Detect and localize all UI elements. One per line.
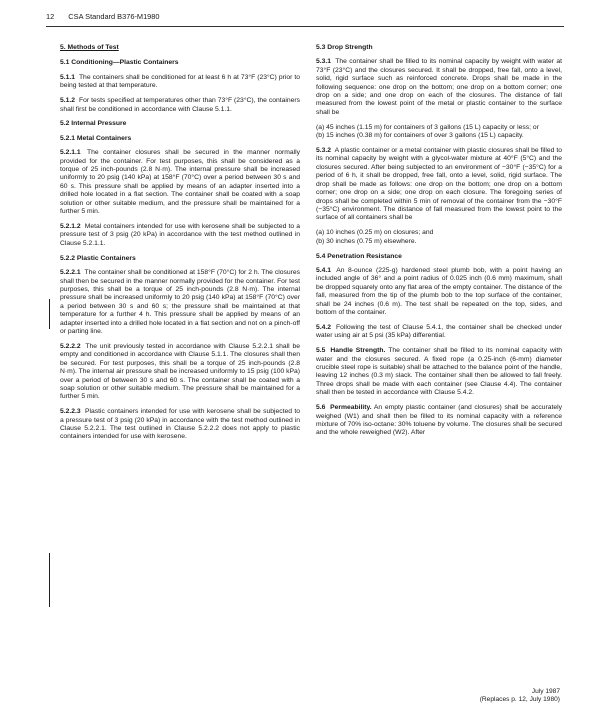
clause-text: The container closures shall be secured in the manner normally provided for the container. For test purposes, this shall be considered as a torque of 25 inch-pounds (2.8 N·m). The internal pressure shall be increased uniformly to 20 psig (140 kPa) at 158°F (70°C) over a period between 30 s and 60 s. This pressure shall be applied by means of an adapter inserted into a drilled hole located in a flat section. The container shall be coated with a soap solution or other suitable medium, and the pressure shall be maintained for a further 5 min. — [60, 149, 300, 216]
clause-paragraph — [60, 74, 300, 91]
revision-bar — [49, 299, 50, 329]
clause-paragraph — [316, 347, 562, 397]
clause-text: The container shall be filled to its nominal capacity with water and the closures secured. A fixed rope (a 0.25-inch (6-mm) diameter crucible steel rope is suitable) shall be attached to the balance point of the handle, leaving 12 inches (0.3 m) slack. The container shall then be allowed to fall freely. Three drops shall be made with each container (see Clause 4.4). The container shall then be tested in accordance with Clause 5.4.2. — [316, 347, 562, 397]
clause-title: Handle Strength. — [330, 347, 386, 355]
clause-number: 5.2.1.1 — [60, 149, 81, 157]
clause-paragraph — [316, 324, 562, 341]
clause-paragraph — [60, 149, 300, 216]
clause-number: 5.4.2 — [316, 323, 332, 331]
clause-text: The container shall be conditioned at 158°F (70°C) for 2 h. The closures shall then be secured in the manner normally provided for the container. For test purposes, this shall be a torque of 25 inch-pounds (2.8 N·m). The internal pressure shall be increased uniformly to 20 psig (140 kPa) at 158°F (70°C) over a period between 30 s and 60 s; the pressure shall be maintained at that temperature for a further 4 h. This pressure shall be applied by means of an adapter inserted into a drilled hole located in a flat section and not on a pinch-off or parting line. — [60, 269, 300, 335]
list-item: (a) 10 inches (0.25 m) on closures; and — [316, 229, 434, 237]
section-heading: 5. Methods of Test — [60, 44, 119, 51]
clause-text: Following the test of Clause 5.4.1, the container shall be checked under water using air at 5 psi (35 kPa) differential. — [316, 323, 562, 340]
clause-text: The container shall be filled to its nominal capacity by weight with water at 73°F (23°C) and the closures secured. It shall be dropped, free fall, onto a level, solid, rigid surface such as reinforced concrete. Drops shall be made in the following sequence: one drop on the bottom; one drop on a bottom corner; one drop on a side; and one drop on each of the closures. The distance of fall measured from the lowest point of the metal or plastic container to the surface shall be — [316, 58, 562, 116]
clause-paragraph — [60, 408, 300, 442]
list-item: (a) 45 inches (1.15 m) for containers of 3 gallons (15 L) capacity or less; or — [316, 123, 539, 131]
page-header — [46, 12, 160, 22]
left-column — [60, 44, 300, 448]
clause-text: The containers shall be conditioned for at least 6 h at 73°F (23°C) prior to being tested at that temperature. — [60, 73, 301, 90]
section-heading: 5.4 Penetration Resistance — [316, 252, 402, 260]
clause-text: An 8-ounce (225-g) hardened steel plumb bob, with a point having an included angle of 36° and a point radius of 0.025 inch (0.6 mm) maximum, shall be dropped squarely onto any flat area of the empty container. The distance of the fall, measured from the tip of the plumb bob to the top surface of the container, shall be 24 inches (0.6 m). The test shall be repeated on the top, sides, and bottom of the container. — [316, 266, 562, 316]
revision-date: July 1987 — [531, 688, 560, 695]
list-item: (b) 15 inches (0.38 m) for containers of over 3 gallons (15 L) capacity. — [316, 132, 524, 140]
clause-number: 5.5 — [316, 347, 326, 355]
clause-number: 5.3.2 — [316, 147, 332, 155]
clause-paragraph — [316, 404, 562, 438]
standard-title: CSA Standard B376-M1980 — [68, 12, 160, 21]
clause-number: 5.1.2 — [60, 97, 76, 105]
clause-text: Plastic containers intended for use with kerosene shall be subjected to a pressure test of 3 psig (20 kPa) in accordance with the test method outlined in Clause 5.2.2.1. The test outlined in Clause 5.2.2.2 does not apply to plastic containers intended for use with kerosene. — [60, 408, 300, 441]
clause-number: 5.4.1 — [316, 266, 332, 274]
section-heading: 5.2 Internal Pressure — [60, 120, 127, 128]
clause-text: The unit previously tested in accordance with Clause 5.2.2.1 shall be empty and conditioned in accordance with Clause 5.1.1. The closures shall then be secured. For test purposes, this shall be a torque of 25 inch-pounds (2.8 N·m). The internal air pressure shall be increased uniformly to 15 psig (100 kPa) over a period of between 30 s and 60 s. The container shall be coated with a soap solution or other suitable medium. The pressure shall be maintained for a further 5 min. — [60, 342, 300, 401]
right-column — [316, 44, 562, 444]
list-item: (b) 30 inches (0.75 m) elsewhere. — [316, 237, 417, 245]
replaces-note: (Replaces p. 12, July 1980) — [479, 696, 560, 703]
clause-number: 5.2.1.2 — [60, 223, 81, 230]
section-heading: 5.3 Drop Strength — [316, 44, 373, 51]
revision-bar — [49, 553, 50, 607]
page-footer — [480, 688, 560, 704]
clause-paragraph — [60, 223, 300, 248]
clause-paragraph — [316, 147, 562, 223]
clause-paragraph — [316, 58, 562, 117]
clause-paragraph — [60, 343, 300, 402]
section-heading: 5.2.1 Metal Containers — [60, 134, 132, 142]
clause-text: A plastic container or a metal container with plastic closures shall be filled to its nominal capacity by weight with a glycol-water mixture at 40°F (5°C) and the closures secured. After being subjected to an environment of −30°F (−35°C) for a period of 6 h, it shall be dropped, free fall, onto a level, solid, rigid surface. The drop shall be made as follows: one drop on the bottom; one drop on a bottom corner; one drop on a side; one drop on each closure. The foregoing series of drops shall be completed within 5 min of removal of the container from the −30°F (−35°C) environment. The distance of fall measured from the lowest point to the surface of all containers shall be — [316, 147, 562, 222]
clause-number: 5.6 — [316, 404, 326, 412]
clause-number: 5.1.1 — [60, 73, 76, 81]
clause-number: 5.2.2.1 — [60, 269, 81, 277]
clause-paragraph — [316, 267, 562, 317]
clause-title: Permeability. — [330, 404, 372, 412]
clause-text: For tests specified at temperatures other than 73°F (23°C), the containers shall first be conditioned in accordance with Clause 5.1.1. — [60, 97, 300, 113]
clause-text: An empty plastic container (and closures) shall be accurately weighed (W1) and shall then be filled to its nominal capacity with a reference mixture of 70% iso-octane: 30% toluene by volume. The closures shall be secured and the whole reweighed (W2). After — [316, 404, 562, 437]
section-heading: 5.1 Conditioning—Plastic Containers — [60, 59, 179, 67]
section-heading: 5.2.2 Plastic Containers — [60, 254, 136, 262]
clause-text: Metal containers intended for use with kerosene shall be subjected to a pressure test of 3 psig (20 kPa) in accordance with the test method outlined in Clause 5.2.1.1. — [60, 223, 300, 247]
clause-paragraph — [60, 97, 300, 114]
clause-number: 5.3.1 — [316, 58, 332, 66]
clause-number: 5.2.2.3 — [60, 408, 81, 416]
page-number: 12 — [46, 12, 55, 21]
header-rule — [46, 26, 564, 27]
clause-number: 5.2.2.2 — [60, 342, 81, 350]
clause-paragraph — [60, 269, 300, 336]
